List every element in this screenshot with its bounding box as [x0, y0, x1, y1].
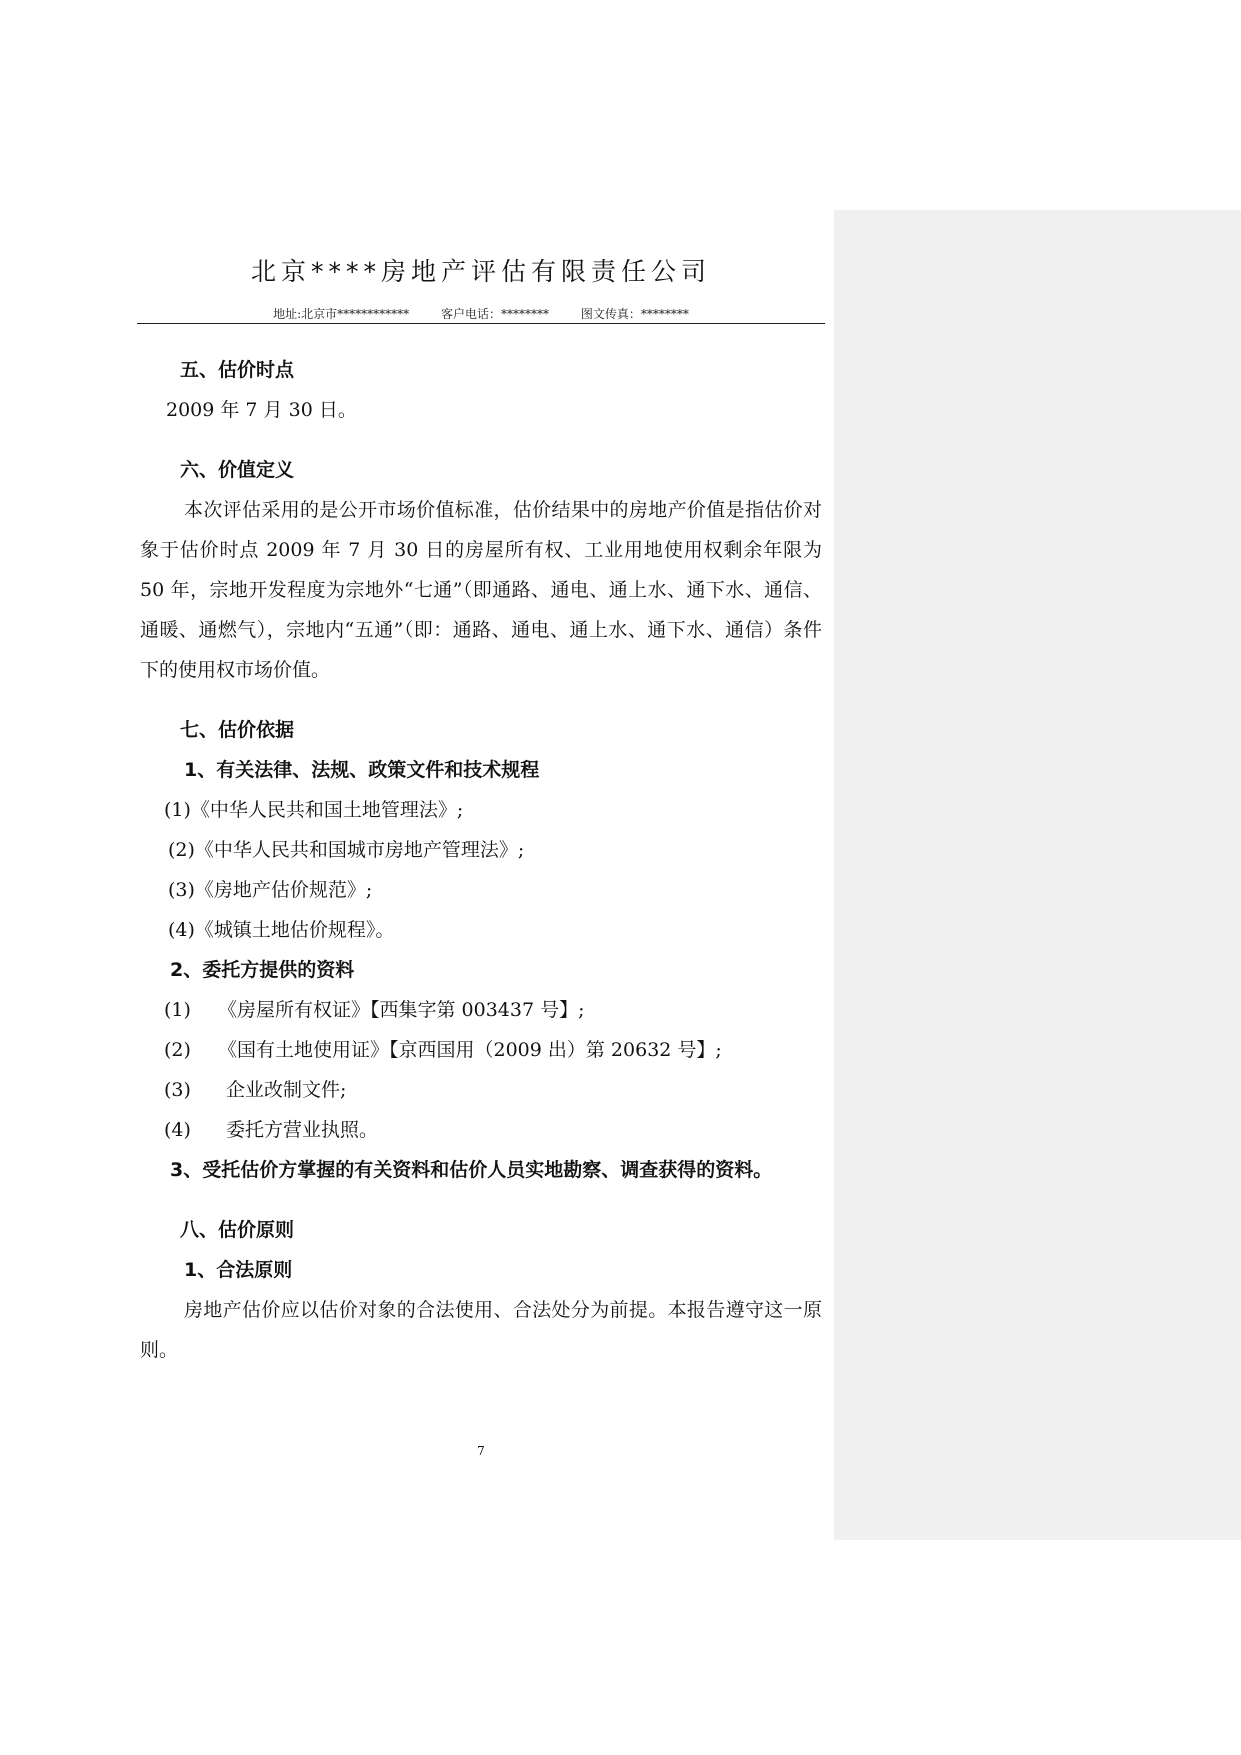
law-item: (1)《中华人民共和国土地管理法》;: [164, 799, 464, 821]
header-divider: [137, 323, 825, 324]
valuation-date-text: 2009 年 7 月 30 日。: [166, 399, 357, 421]
material-text: 委托方营业执照。: [226, 1119, 379, 1141]
spacer: [140, 430, 822, 450]
law-item: (3)《房地产估价规范》;: [168, 879, 373, 901]
material-item: [140, 1110, 822, 1150]
material-text: 企业改制文件;: [226, 1079, 347, 1101]
material-text: 《国有土地使用证》【京西国用（2009 出）第 20632 号】;: [218, 1039, 722, 1061]
address-text: 地址:北京市************: [273, 307, 410, 321]
subheading-laws: 1、有关法律、法规、政策文件和技术规程: [184, 759, 540, 781]
material-number: (4): [164, 1119, 191, 1141]
material-number: (3): [164, 1079, 191, 1101]
section-heading-valuation-date: 五、估价时点: [180, 359, 295, 381]
law-item: (2)《中华人民共和国城市房地产管理法》;: [168, 839, 525, 861]
section-heading-valuation-principles: 八、估价原则: [180, 1219, 295, 1241]
subheading-client-materials: 2、委托方提供的资料: [170, 959, 355, 981]
subheading-appraiser-materials: 3、受托估价方掌握的有关资料和估价人员实地勘察、调查获得的资料。: [170, 1159, 773, 1181]
phone-text: 客户电话：********: [441, 307, 550, 321]
material-number: (1): [164, 999, 191, 1021]
material-text: 《房屋所有权证》【西集字第 003437 号】;: [218, 999, 585, 1021]
material-item: [140, 1070, 822, 1110]
comment-margin-panel: [834, 210, 1241, 1540]
contact-line: [138, 305, 824, 322]
material-item: [140, 1030, 822, 1070]
fax-text: 图文传真：********: [580, 307, 689, 321]
page-number: 7: [477, 1444, 485, 1458]
spacer: [140, 690, 822, 710]
law-item: (4)《城镇土地估价规程》。: [168, 919, 395, 941]
material-item: [140, 990, 822, 1030]
value-definition-paragraph: 本次评估采用的是公开市场价值标准，估价结果中的房地产价值是指估价对象于估价时点 2009 年 7 月 30 日的房屋所有权、工业用地使用权剩余年限为 50 年，宗地开发程度为宗地外“七通”（即通路、通电、通上水、通下水、通信、通暖、通燃气），宗地内“五通”（即：通路、通电、通上水、通下水、通信）条件下的使用权市场价值。: [140, 499, 822, 681]
material-number: (2): [164, 1039, 191, 1061]
spacer: [140, 1190, 822, 1210]
legality-principle-paragraph: 房地产估价应以估价对象的合法使用、合法处分为前提。本报告遵守这一原则。: [140, 1299, 822, 1361]
section-heading-valuation-basis: 七、估价依据: [180, 719, 295, 741]
section-heading-value-definition: 六、价值定义: [180, 459, 295, 481]
document-body: [140, 350, 822, 1370]
subheading-legality-principle: 1、合法原则: [184, 1259, 293, 1281]
company-name: 北京****房地产评估有限责任公司: [250, 257, 711, 286]
